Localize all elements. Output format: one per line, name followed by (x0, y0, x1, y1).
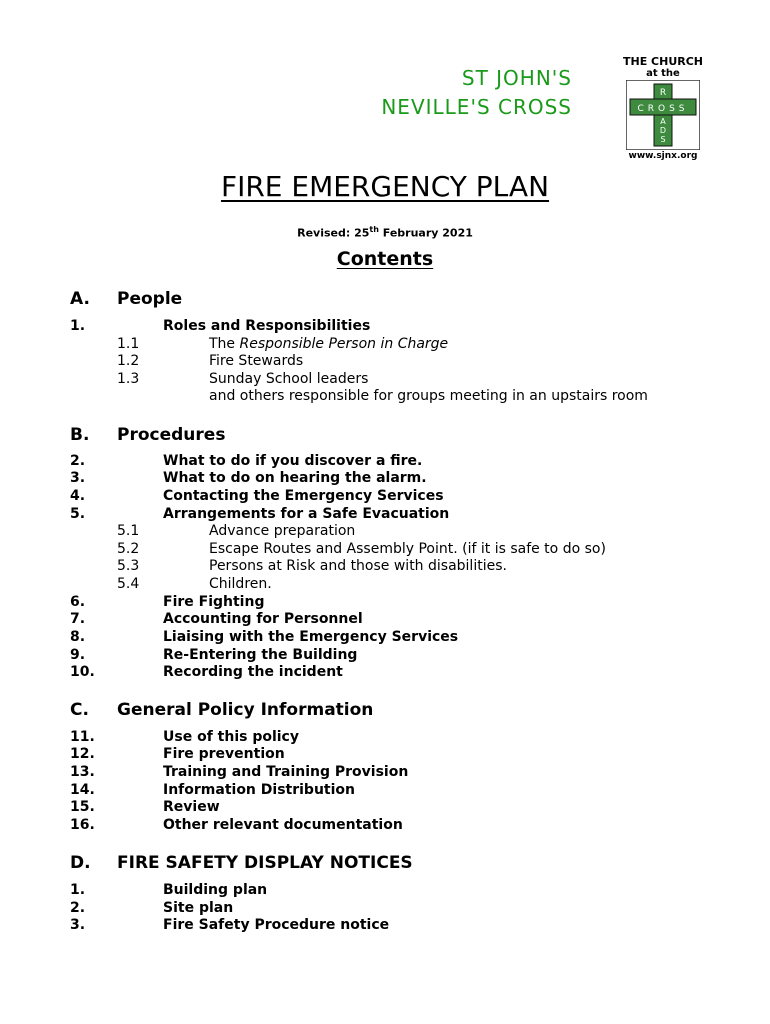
toc-item-number: 13. (70, 764, 95, 780)
toc-subitem-prefix: The (209, 336, 240, 352)
toc-item: Building plan (163, 882, 268, 898)
toc-item-number: 11. (70, 729, 95, 745)
toc-item: Fire Safety Procedure notice (163, 917, 390, 933)
toc-item: Other relevant documentation (163, 817, 403, 833)
logo-url: www.sjnx.org (628, 151, 698, 161)
toc-item: Arrangements for a Safe Evacuation (163, 506, 450, 522)
toc-item-number: 3. (70, 917, 86, 933)
toc-subitem-number: 1.2 (117, 353, 140, 369)
revised-prefix: Revised: 25 (297, 226, 370, 240)
toc-item: Fire prevention (163, 746, 285, 762)
revised-suffix: February 2021 (378, 226, 473, 240)
toc-subitem-number: 1.3 (117, 371, 140, 387)
section-d-letter: D. (70, 853, 91, 873)
logo-letter-r: R (659, 88, 667, 98)
toc-subitem (209, 336, 448, 352)
toc-item: Review (163, 799, 220, 815)
logo-line2: at the (646, 68, 680, 79)
toc-item-number: 8. (70, 629, 86, 645)
toc-item-number: 14. (70, 782, 95, 798)
toc-item-number: 4. (70, 488, 86, 504)
toc-item-number: 12. (70, 746, 95, 762)
toc-item: What to do on hearing the alarm. (163, 470, 427, 486)
section-a-title: People (117, 289, 183, 309)
toc-subitem-number: 5.4 (117, 576, 140, 592)
toc-item: Recording the incident (163, 664, 343, 680)
logo-line1: THE CHURCH (622, 55, 703, 68)
page-title (0, 170, 770, 203)
cross-icon (626, 80, 700, 150)
toc-item-number: 5. (70, 506, 86, 522)
logo-letter-d: D (659, 126, 667, 135)
toc-item-number: 16. (70, 817, 95, 833)
logo-heading (620, 56, 706, 80)
toc-item: Liaising with the Emergency Services (163, 629, 459, 645)
toc-item-number: 9. (70, 647, 86, 663)
toc-subitem: Advance preparation (209, 523, 356, 539)
toc-subitem: Escape Routes and Assembly Point. (if it is safe to do so) (209, 541, 606, 557)
toc-subitem-number: 5.2 (117, 541, 140, 557)
toc-item-number: 1. (70, 882, 86, 898)
contents-heading-text: Contents (336, 248, 434, 270)
toc-subitem-emphasis: Responsible Person in Charge (239, 336, 449, 352)
parish-name (381, 64, 572, 122)
toc-subitem-number: 1.1 (117, 336, 140, 352)
toc-item: What to do if you discover a fire. (163, 453, 423, 469)
toc-subitem-continuation: and others responsible for groups meeting in an upstairs room (209, 388, 648, 404)
toc-item-number: 15. (70, 799, 95, 815)
logo-letter-a: A (660, 117, 666, 126)
toc-item: Contacting the Emergency Services (163, 488, 444, 504)
toc-item: Fire Fighting (163, 594, 265, 610)
section-c-title: General Policy Information (117, 700, 374, 720)
section-c-letter: C. (70, 700, 89, 720)
parish-name-line1: ST JOHN'S (461, 66, 572, 90)
toc-item-number: 10. (70, 664, 95, 680)
toc-item-number: 6. (70, 594, 86, 610)
contents-heading (0, 248, 770, 270)
section-b-letter: B. (70, 425, 90, 445)
toc-item-number: 3. (70, 470, 86, 486)
toc-subitem: Children. (209, 576, 272, 592)
toc-item: Use of this policy (163, 729, 299, 745)
toc-item: Re-Entering the Building (163, 647, 358, 663)
toc-subitem: Sunday School leaders (209, 371, 369, 387)
toc-subitem-number: 5.3 (117, 558, 140, 574)
logo-letter-s: S (660, 135, 666, 144)
toc-item-number: 2. (70, 453, 86, 469)
toc-subitem: Persons at Risk and those with disabilities. (209, 558, 507, 574)
revised-date (0, 225, 770, 240)
section-b-title: Procedures (117, 425, 226, 445)
toc-item: Training and Training Provision (163, 764, 409, 780)
toc-item-number: 2. (70, 900, 86, 916)
church-logo (620, 56, 706, 166)
revised-sup: th (369, 225, 379, 234)
section-d-title: FIRE SAFETY DISPLAY NOTICES (117, 853, 413, 873)
section-a-letter: A. (70, 289, 90, 309)
toc-subitem: Fire Stewards (209, 353, 304, 369)
toc-item: Accounting for Personnel (163, 611, 363, 627)
toc-item-number: 1. (70, 318, 86, 334)
toc-subitem-number: 5.1 (117, 523, 140, 539)
toc-item: Information Distribution (163, 782, 355, 798)
parish-name-line2: NEVILLE'S CROSS (381, 95, 572, 119)
toc-item: Roles and Responsibilities (163, 318, 371, 334)
toc-item: Site plan (163, 900, 234, 916)
toc-item-number: 7. (70, 611, 86, 627)
logo-word-cross: CROSS (637, 104, 689, 114)
page-title-text: FIRE EMERGENCY PLAN (220, 170, 550, 203)
